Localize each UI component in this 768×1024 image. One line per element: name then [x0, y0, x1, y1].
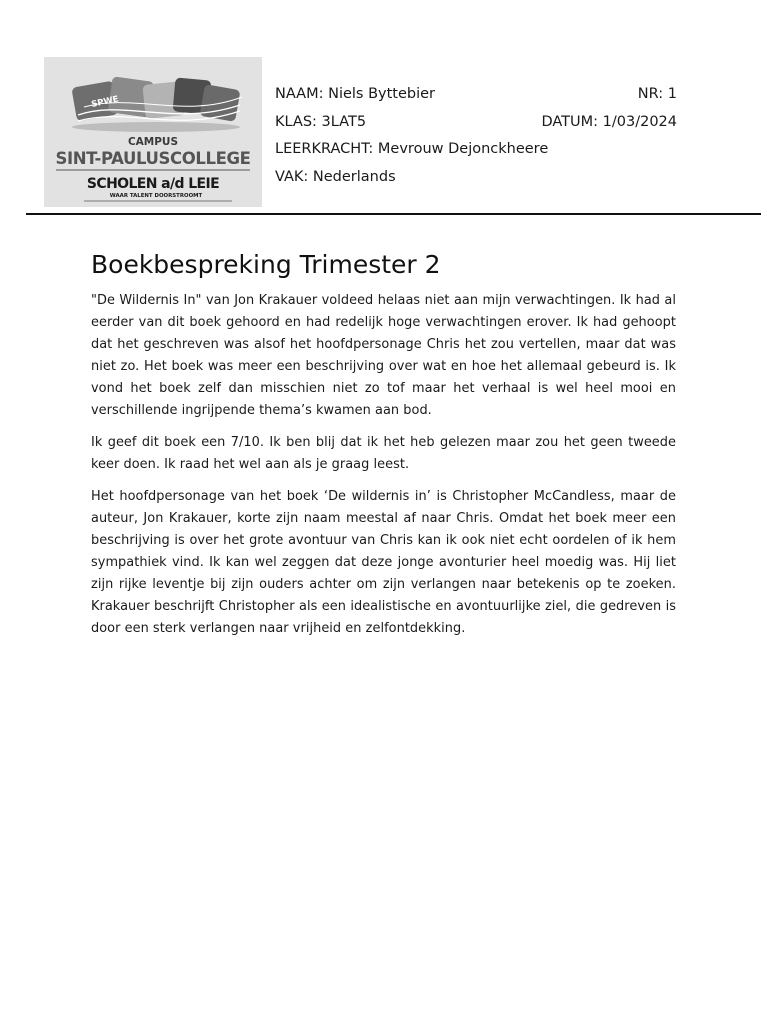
teacher-name: LEERKRACHT: Mevrouw Dejonckheere — [275, 141, 549, 157]
document-date: DATUM: 1/03/2024 — [541, 113, 677, 130]
logo-tagline: WAAR TALENT DOORSTROOMT — [109, 193, 203, 199]
student-number: NR: 1 — [637, 86, 677, 102]
document-body — [91, 248, 676, 650]
subject-name: VAK: Nederlands — [275, 168, 396, 185]
document-title: Boekbespreking Trimester 2 — [91, 250, 441, 279]
info-row-leerkracht — [275, 139, 677, 167]
student-class: KLAS: 3LAT5 — [275, 113, 367, 130]
info-row-vak — [275, 167, 677, 195]
document-header — [0, 0, 768, 216]
paragraph: "De Wildernis In" van Jon Krakauer voldeed helaas niet aan mijn verwachtingen. Ik had al eerder van dit boek gehoord en had redelijk hoge verwachtingen erover. Ik had gehoopt dat het geschreven was alsof het hoofdpersonage Chris het zou vertellen, maar dat was niet zo. Het boek was meer een beschrijving over wat en hoe het allemaal gebeurd is. Ik vond het boek zelf dan misschien niet zo tof maar het verhaal is wel heel mooi en verschillende ingrijpende thema’s kwamen aan bod. — [91, 293, 676, 418]
paragraph: Het hoofdpersonage van het boek ‘De wildernis in’ is Christopher McCandless, maar de auteur, Jon Krakauer, korte zijn naam meestal af naar Chris. Omdat het boek meer een beschrijving is over het grote avontuur van Chris kan ik ook niet echt oordelen of ik hem sympathiek vind. Ik kan wel zeggen dat deze jonge avonturier heel moedig was. Hij liet zijn rijke leventje bij zijn ouders achter om zijn verlangen naar betekenis op te zoeken. Krakauer beschrijft Christopher als een idealistische en avontuurlijke ziel, die gedreven is door een sterk verlangen naar vrijheid en zelfontdekking. — [91, 489, 676, 636]
student-info — [275, 84, 677, 194]
student-name: NAAM: Niels Byttebier — [275, 86, 436, 102]
paragraph: Ik geef dit boek een 7/10. Ik ben blij dat ik het heb gelezen maar zou het geen tweede keer doen. Ik raad het wel aan als je graag leest. — [91, 435, 676, 472]
info-row-naam — [275, 84, 677, 112]
logo-college-text: SINT-PAULUSCOLLEGE — [55, 149, 251, 168]
logo-scholen-text: SCHOLEN a/d LEIE — [86, 176, 220, 192]
logo-campus-text: CAMPUS — [127, 136, 179, 148]
logo-badge-text: SPWE — [90, 94, 120, 110]
info-row-klas — [275, 112, 677, 140]
school-logo — [44, 57, 262, 207]
header-divider — [26, 213, 761, 215]
